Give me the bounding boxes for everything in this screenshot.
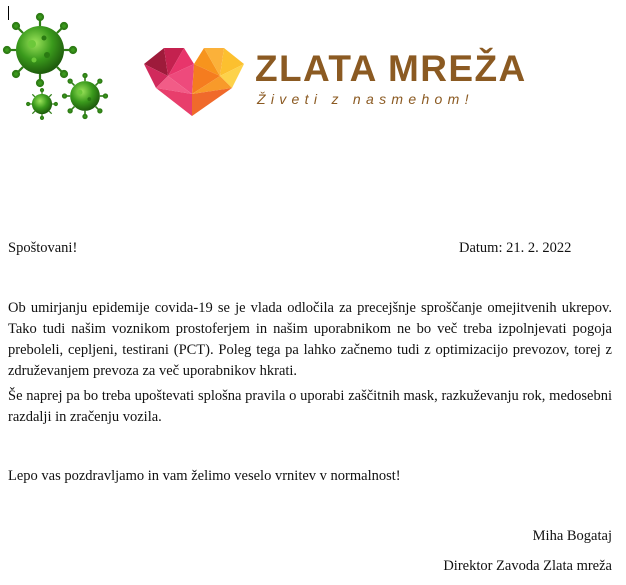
letter-paragraph: Ob umirjanju epidemije covida-19 se je vlada odločila za precejšnje sproščanje omejitvenih ukrepov. Tako tudi našim voznikom prostoferjem in našim uporabnikom ne bo več treba izpolnjevati pogoja preboleli, cepljeni, testirani (PCT). Poleg tega pa lahko začnemo tudi z optimizacijo prevozov, torej z združevanjem prevoza za več uporabnikov hkrati. <box>8 300 612 379</box>
signer-title: Direktor Zavoda Zlata mreža <box>443 558 612 574</box>
heart-logo-icon <box>142 44 246 118</box>
signer-name: Miha Bogataj <box>532 528 612 544</box>
letter-greeting: Spoštovani! <box>8 240 78 256</box>
brand-slogan: Živeti z nasmehom! <box>257 91 474 107</box>
letter-paragraph: Še naprej pa bo treba upoštevati splošna pravila o uporabi zaščitnih mask, razkuževanju rok, medosebni razdalji in zračenju vozila. <box>8 388 612 425</box>
letter-date: Datum: 21. 2. 2022 <box>459 240 572 256</box>
brand-name: ZLATA MREŽA <box>255 48 527 89</box>
letter-closing: Lepo vas pozdravljamo in vam želimo veselo vrnitev v normalnost! <box>8 468 401 484</box>
virus-icon <box>0 10 110 122</box>
